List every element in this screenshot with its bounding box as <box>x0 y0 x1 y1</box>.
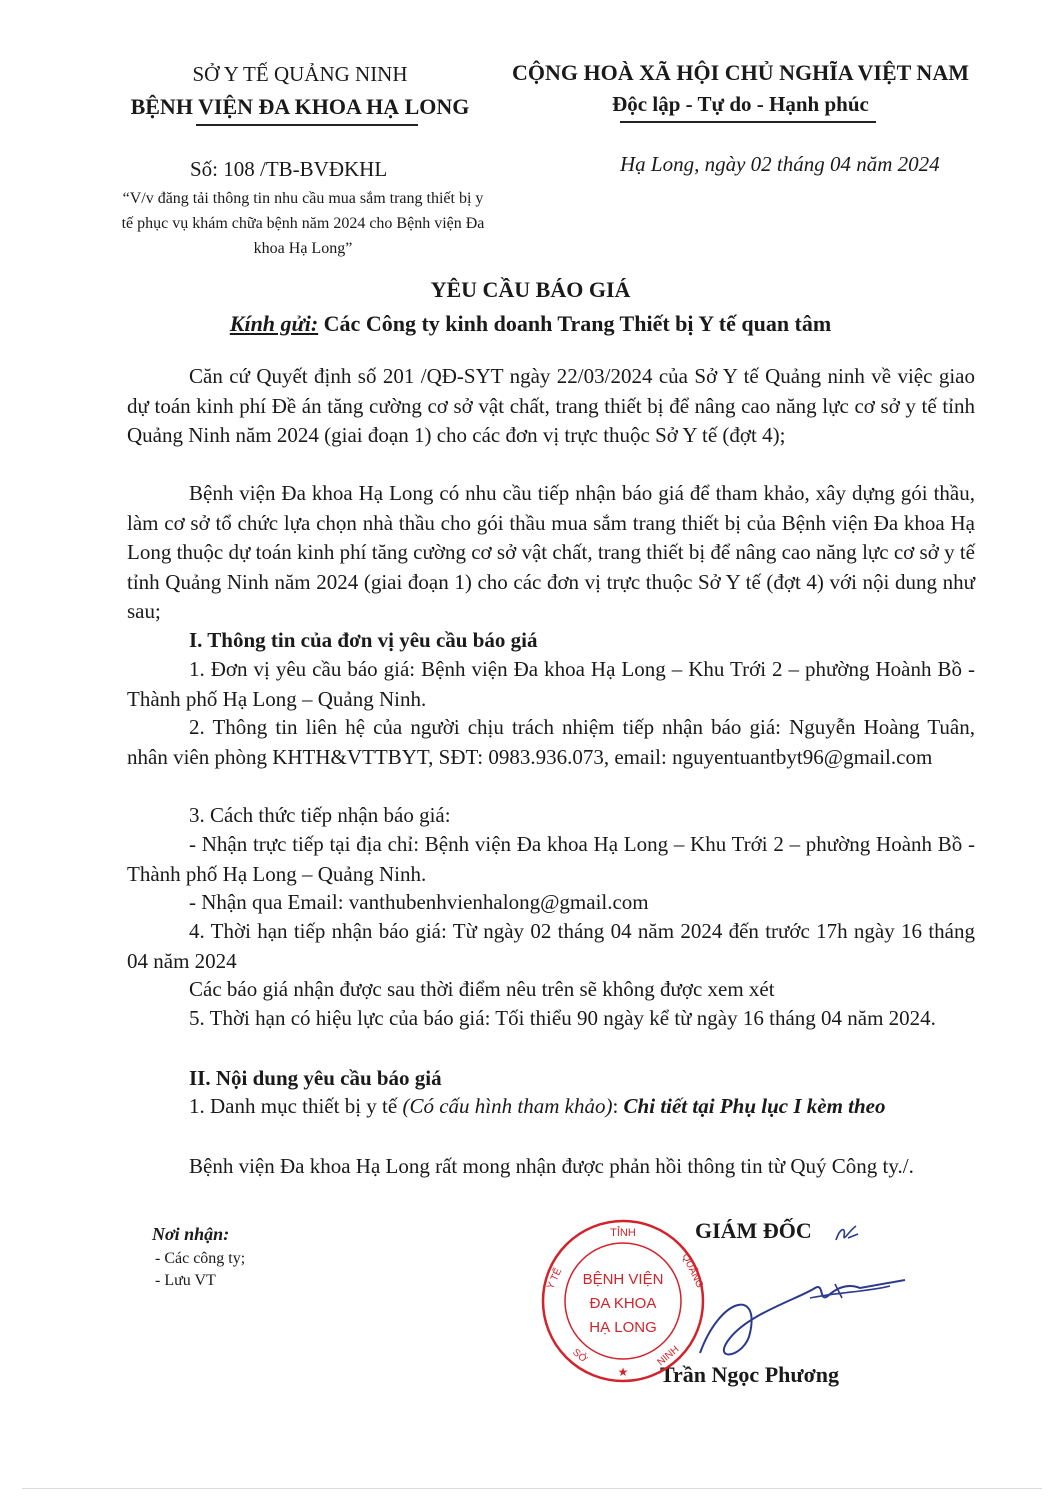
national-motto: Độc lập - Tự do - Hạnh phúc <box>612 92 869 116</box>
signer-position: GIÁM ĐỐC <box>695 1218 812 1243</box>
hospital-underline <box>196 124 418 126</box>
paragraph-basis: Căn cứ Quyết định số 201 /QĐ-SYT ngày 22/03/2024 của Sở Y tế Quảng ninh về việc giao dự toán kinh phí Đề án tăng cường cơ sở vật chất, trang thiết bị để nâng cao năng lực cơ sở y tế tỉnh Quảng Ninh năm 2024 (giai đoạn 1) cho các đơn vị trực thuộc Sở Y tế (đợt 4); <box>127 364 975 447</box>
item-3-method: 3. Cách thức tiếp nhận báo giá: <box>189 803 451 827</box>
item-5-validity: 5. Thời hạn có hiệu lực của báo giá: Tối thiểu 90 ngày kể từ ngày 16 tháng 04 năm 2024. <box>189 1006 936 1030</box>
initial-mark-icon <box>832 1222 862 1248</box>
recipient-item: - Các công ty; <box>155 1250 246 1267</box>
seal-ring-right: QUẢNG <box>679 1252 705 1290</box>
recipient-text: Các Công ty kinh doanh Trang Thiết bị Y tế quan tâm <box>318 311 832 336</box>
section-1-heading: I. Thông tin của đơn vị yêu cầu báo giá <box>189 628 538 652</box>
seal-ring-bottom-left: SỞ <box>570 1346 589 1366</box>
item-3b-email: - Nhận qua Email: vanthubenhvienhalong@gmail.com <box>189 890 649 914</box>
seal-ring-bottom-right: NINH <box>655 1344 682 1369</box>
section-2-item-1 <box>127 1092 975 1122</box>
seal-ring-top: TỈNH <box>610 1227 636 1239</box>
official-seal <box>540 1218 706 1384</box>
document-number: Số: 108 /TB-BVĐKHL <box>190 157 388 181</box>
seal-line-3: HẠ LONG <box>589 1319 657 1336</box>
item-appendix-ref: Chi tiết tại Phụ lục I kèm theo <box>623 1094 886 1118</box>
bottom-rule <box>22 1488 1042 1489</box>
seal-line-1: BỆNH VIỆN <box>582 1271 664 1288</box>
document-subject: “V/v đăng tải thông tin nhu cầu mua sắm trang thiết bị y tế phục vụ khám chữa bệnh năm 2024 cho Bệnh viện Đa khoa Hạ Long” <box>121 190 485 257</box>
closing-paragraph: Bệnh viện Đa khoa Hạ Long rất mong nhận được phản hồi thông tin từ Quý Công ty./. <box>189 1154 914 1178</box>
item-4-deadline: 4. Thời hạn tiếp nhận báo giá: Từ ngày 02 tháng 04 năm 2024 đến trước 17h ngày 16 tháng 04 năm 2024 <box>127 919 975 973</box>
seal-star-icon: ★ <box>617 1365 629 1379</box>
item-4-note: Các báo giá nhận được sau thời điểm nêu trên sẽ không được xem xét <box>189 977 775 1001</box>
item-3a-direct: - Nhận trực tiếp tại địa chỉ: Bệnh viện Đa khoa Hạ Long – Khu Trới 2 – phường Hoành Bồ - Thành phố Hạ Long – Quảng Ninh. <box>127 832 975 886</box>
item-colon: : <box>612 1094 624 1118</box>
recipient-item: - Lưu VT <box>155 1272 216 1289</box>
seal-ring-left: Y TẾ <box>545 1266 565 1292</box>
hospital-name: BỆNH VIỆN ĐA KHOA HẠ LONG <box>130 94 470 119</box>
item-text: 1. Danh mục thiết bị y tế <box>189 1094 403 1118</box>
recipient-label: Kính gửi: <box>229 311 319 336</box>
recipients-label: Nơi nhận: <box>152 1224 230 1244</box>
place-date: Hạ Long, ngày 02 tháng 04 năm 2024 <box>620 152 940 176</box>
item-2-contact: 2. Thông tin liên hệ của người chịu trách nhiệm tiếp nhận báo giá: Nguyễn Hoàng Tuân, nhân viên phòng KHTH&VTTBYT, SĐT: 0983.936.073, email: nguyentuantbyt96@gmail.com <box>127 715 975 769</box>
recipient-line <box>0 311 1061 337</box>
country-name: CỘNG HOÀ XÃ HỘI CHỦ NGHĨA VIỆT NAM <box>512 60 969 85</box>
section-2-heading: II. Nội dung yêu cầu báo giá <box>189 1066 442 1090</box>
department-name: SỞ Y TẾ QUẢNG NINH <box>192 62 408 86</box>
motto-underline <box>620 121 876 123</box>
paragraph-need: Bệnh viện Đa khoa Hạ Long có nhu cầu tiếp nhận báo giá để tham khảo, xây dựng gói thầu, làm cơ sở tổ chức lựa chọn nhà thầu cho gói thầu mua sắm trang thiết bị của Bệnh viện Đa khoa Hạ Long thuộc dự toán kinh phí tăng cường cơ sở vật chất, trang thiết bị để nâng cao năng lực cơ sở y tế tỉnh Quảng Ninh năm 2024 (giai đoạn 1) cho các đơn vị trực thuộc Sở Y tế (đợt 4) với nội dung như sau; <box>127 481 975 623</box>
item-note: (Có cấu hình tham khảo) <box>402 1094 613 1118</box>
signer-name: Trần Ngọc Phương <box>660 1362 839 1387</box>
seal-line-2: ĐA KHOA <box>589 1295 657 1312</box>
document-title: YÊU CẦU BÁO GIÁ <box>430 277 631 302</box>
signature-icon <box>690 1258 920 1378</box>
item-1-requester: 1. Đơn vị yêu cầu báo giá: Bệnh viện Đa khoa Hạ Long – Khu Trới 2 – phường Hoành Bồ - Thành phố Hạ Long – Quảng Ninh. <box>127 657 975 711</box>
